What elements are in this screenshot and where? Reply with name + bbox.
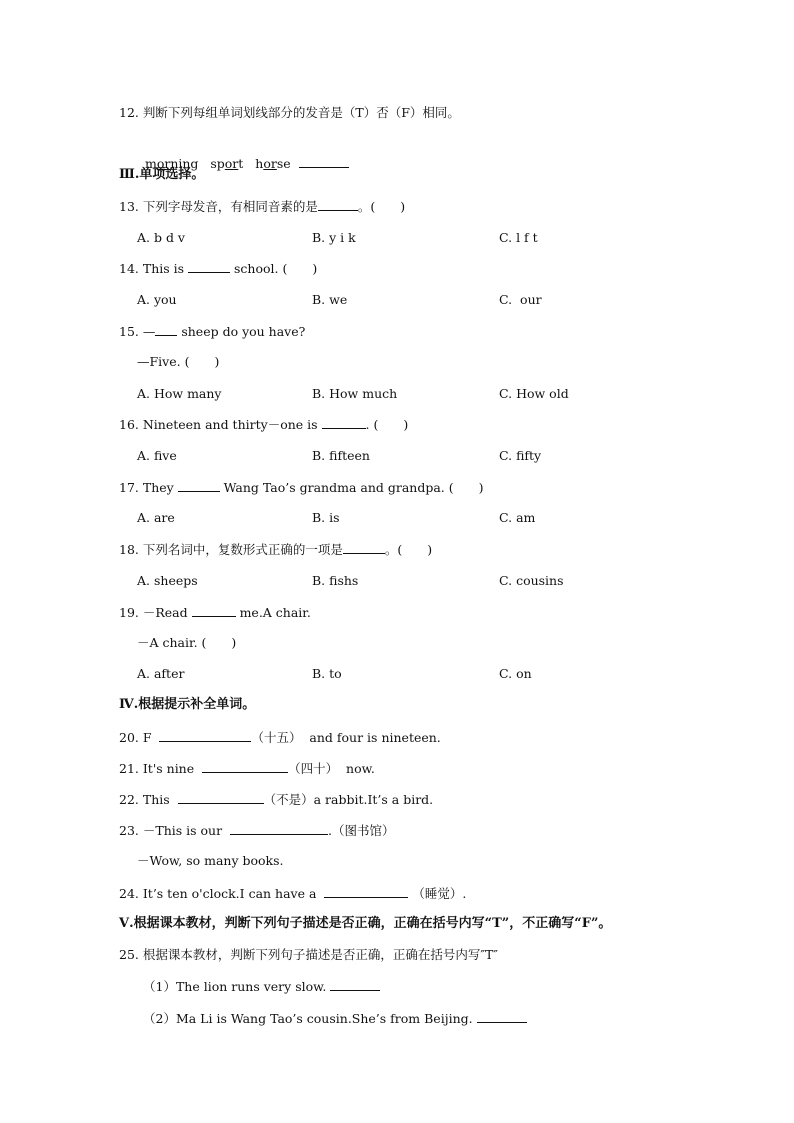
question-19-reply: －A chair. ( ) [137,635,237,650]
answer-blank[interactable] [155,323,177,336]
section-4-heading: Ⅳ.根据提示补全单词。 [119,697,256,712]
question-23-reply: －Wow, so many books. [137,853,284,868]
word-sport: sport [210,156,244,171]
question-25-item-2: （2）Ma Li is Wang Tao’s cousin.She’s from Beijing. [143,1010,527,1027]
answer-blank[interactable] [322,416,366,429]
answer-blank[interactable] [477,1010,527,1023]
answer-blank[interactable] [324,885,408,898]
option-c[interactable]: C. How old [499,386,569,401]
answer-blank[interactable] [299,155,349,168]
option-a[interactable]: A. sheeps [137,573,198,588]
question-15-text: 15. — sheep do you have? [119,324,306,339]
option-c[interactable]: C. on [499,666,532,681]
option-a[interactable]: A. How many [137,386,222,401]
option-b[interactable]: B. How much [312,386,398,401]
option-c[interactable]: C. l f t [499,230,538,245]
question-19-text: 19. －Read me.A chair. [119,605,311,620]
answer-blank[interactable] [159,729,251,742]
question-12-text: 12. 判断下列每组单词划线部分的发音是（T）否（F）相同。 [119,105,460,120]
option-b[interactable]: B. fifteen [312,448,370,463]
question-21-text: 21. It's nine （四十） now. [119,761,375,776]
answer-blank[interactable] [178,479,220,492]
question-13-text: 13. 下列字母发音，有相同音素的是 。( ) [119,199,406,214]
question-20-text: 20. F （十五） and four is nineteen. [119,730,441,745]
question-23-text: 23. －This is our .（图书馆） [119,823,395,838]
question-18-text: 18. 下列名词中，复数形式正确的一项是 。( ) [119,542,433,557]
question-17-text: 17. They Wang Tao’s grandma and grandpa. ( ) [119,480,484,495]
question-25-text: 25. 根据课本教材，判断下列句子描述是否正确，正确在括号内写″T″ [119,947,499,962]
option-b[interactable]: B. fishs [312,573,359,588]
answer-blank[interactable] [343,541,385,554]
option-c[interactable]: C. fifty [499,448,542,463]
answer-blank[interactable] [318,198,358,211]
question-24-text: 24. It’s ten o'clock.I can have a （睡觉）. [119,886,467,901]
answer-blank[interactable] [188,260,230,273]
answer-blank[interactable] [178,791,264,804]
question-25-item-1: （1）The lion runs very slow. [143,978,380,995]
question-14-text: 14. This is school. ( ) [119,261,318,276]
answer-blank[interactable] [330,978,380,991]
option-b[interactable]: B. to [312,666,342,681]
option-c[interactable]: C. cousins [499,573,564,588]
answer-blank[interactable] [192,604,236,617]
option-a[interactable]: A. you [137,292,177,307]
question-16-text: 16. Nineteen and thirty－one is . ( ) [119,417,409,432]
option-b[interactable]: B. is [312,510,340,525]
word-morning: morning [144,156,199,171]
section-3-heading: Ⅲ.单项选择。 [119,167,205,182]
answer-blank[interactable] [202,760,288,773]
option-c[interactable]: C. am [499,510,536,525]
section-5-heading: Ⅴ.根据课本教材，判断下列句子描述是否正确，正确在括号内写“T”，不正确写“F”。 [119,916,612,931]
option-b[interactable]: B. we [312,292,348,307]
question-15-reply: —Five. ( ) [137,354,220,369]
answer-blank[interactable] [230,822,328,835]
option-b[interactable]: B. y i k [312,230,356,245]
word-horse: horse [255,156,291,171]
question-22-text: 22. This （不是）a rabbit.It’s a bird. [119,792,434,807]
option-c[interactable]: C. our [499,292,542,307]
option-a[interactable]: A. after [137,666,185,681]
option-a[interactable]: A. are [137,510,175,525]
option-a[interactable]: A. b d v [137,230,185,245]
option-a[interactable]: A. five [137,448,177,463]
